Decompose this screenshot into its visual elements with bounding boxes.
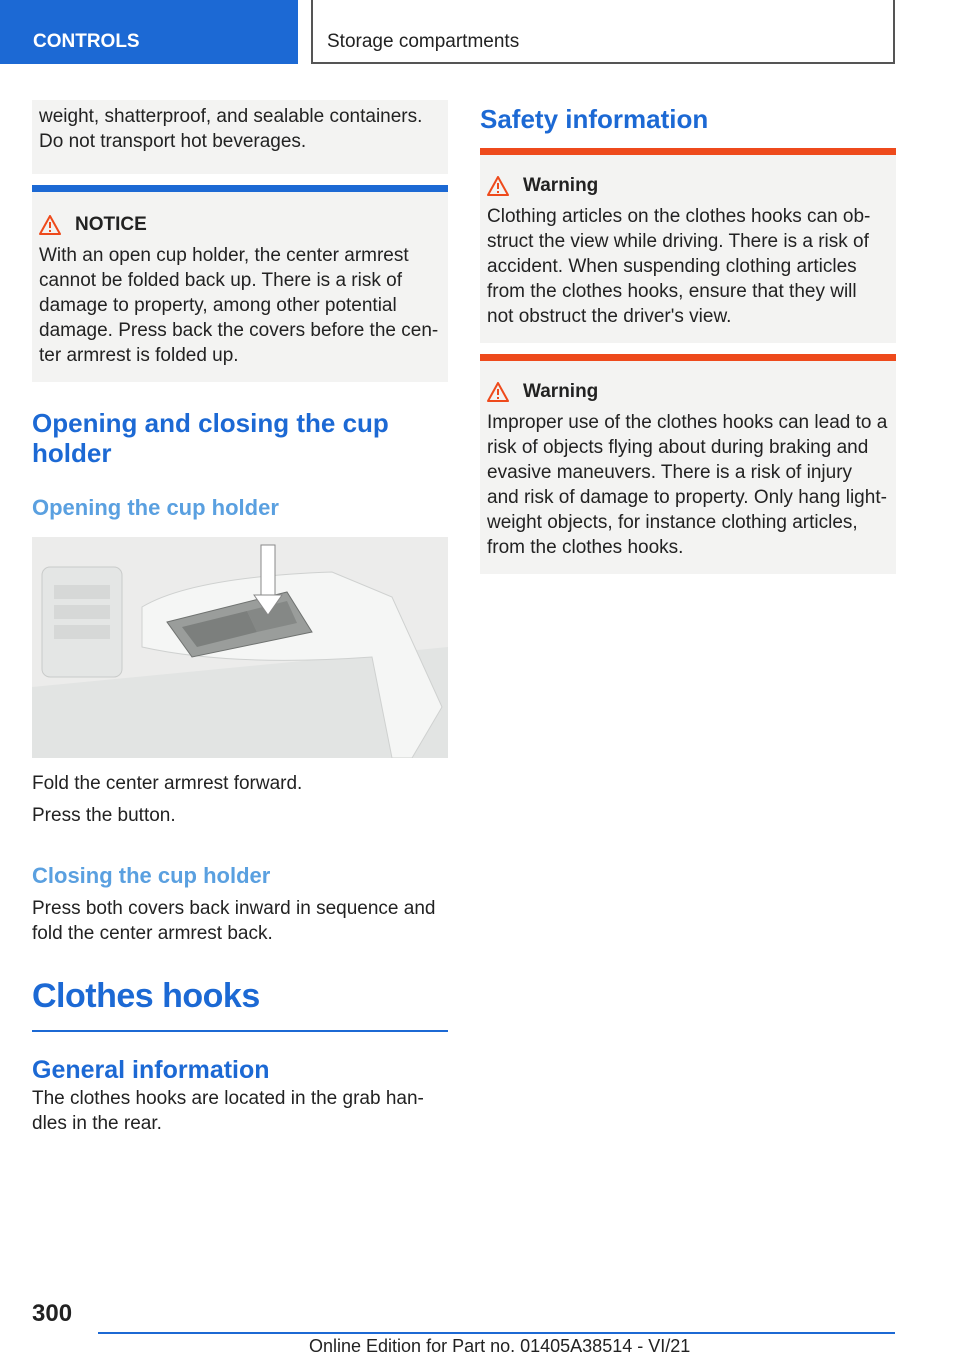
page-number: 300	[32, 1300, 73, 1327]
header-section-tab	[0, 0, 298, 64]
notice-title-row	[39, 212, 440, 237]
continued-text: weight, shatterproof, and sealable containers. Do not transport hot beverages.	[39, 106, 423, 152]
header-section-label: CONTROLS	[33, 31, 140, 52]
cup-holder-illustration	[32, 537, 448, 758]
notice-body: With an open cup holder, the center armrest cannot be folded back up. There is a risk of damage to property, among other potential damage. Press back the covers before the cen-ter armrest is folded up.	[39, 245, 439, 366]
warning1-body: Clothing articles on the clothes hooks can ob-struct the view while driving. There is a risk of accident. When suspending clothing articles from the clothes hooks, ensure that they will not obstruct the driver's view.	[487, 206, 871, 327]
warning-triangle-icon	[487, 382, 509, 402]
warning-box-1	[480, 148, 896, 343]
closing-text: Press both covers back inward in sequence and fold the center armrest back.	[32, 898, 436, 944]
subheading-general: General information	[32, 1056, 270, 1084]
warning1-title-row	[487, 173, 888, 198]
step-press-button: Press the button.	[32, 805, 176, 826]
subheading-opening: Opening the cup holder	[32, 495, 279, 520]
notice-box	[32, 185, 448, 382]
notice-title: NOTICE	[75, 214, 147, 235]
footer-edition: Online Edition for Part no. 01405A38514 - VI/21	[309, 1336, 691, 1356]
warning2-title-row	[487, 379, 888, 404]
warning-triangle-icon	[39, 215, 61, 235]
heading-cup-holder: Opening and closing the cup holder	[32, 408, 389, 468]
heading-clothes-hooks: Clothes hooks	[32, 977, 260, 1015]
warning-box-2	[480, 354, 896, 574]
header-page-title	[311, 0, 895, 64]
armrest-drawing	[32, 537, 448, 758]
subheading-closing: Closing the cup holder	[32, 863, 271, 888]
warning2-title: Warning	[523, 381, 599, 402]
header-title-label: Storage compartments	[327, 31, 520, 52]
general-text: The clothes hooks are located in the grab han-dles in the rear.	[32, 1088, 424, 1134]
left-column	[32, 100, 448, 1136]
right-column	[480, 100, 896, 574]
continued-box	[32, 100, 448, 174]
warning1-title: Warning	[523, 175, 599, 196]
warning-triangle-icon	[487, 176, 509, 196]
heading-rule	[32, 1030, 448, 1032]
step-fold-forward: Fold the center armrest forward.	[32, 773, 303, 794]
heading-safety-info: Safety information	[480, 104, 709, 134]
footer-rule	[98, 1332, 895, 1334]
warning2-body: Improper use of the clothes hooks can lead to a risk of objects flying about during braking and evasive maneuvers. There is a risk of injury and risk of damage to property. Only hang light-weight objects, for instance clothing articles, from the clothes hooks.	[487, 412, 888, 558]
